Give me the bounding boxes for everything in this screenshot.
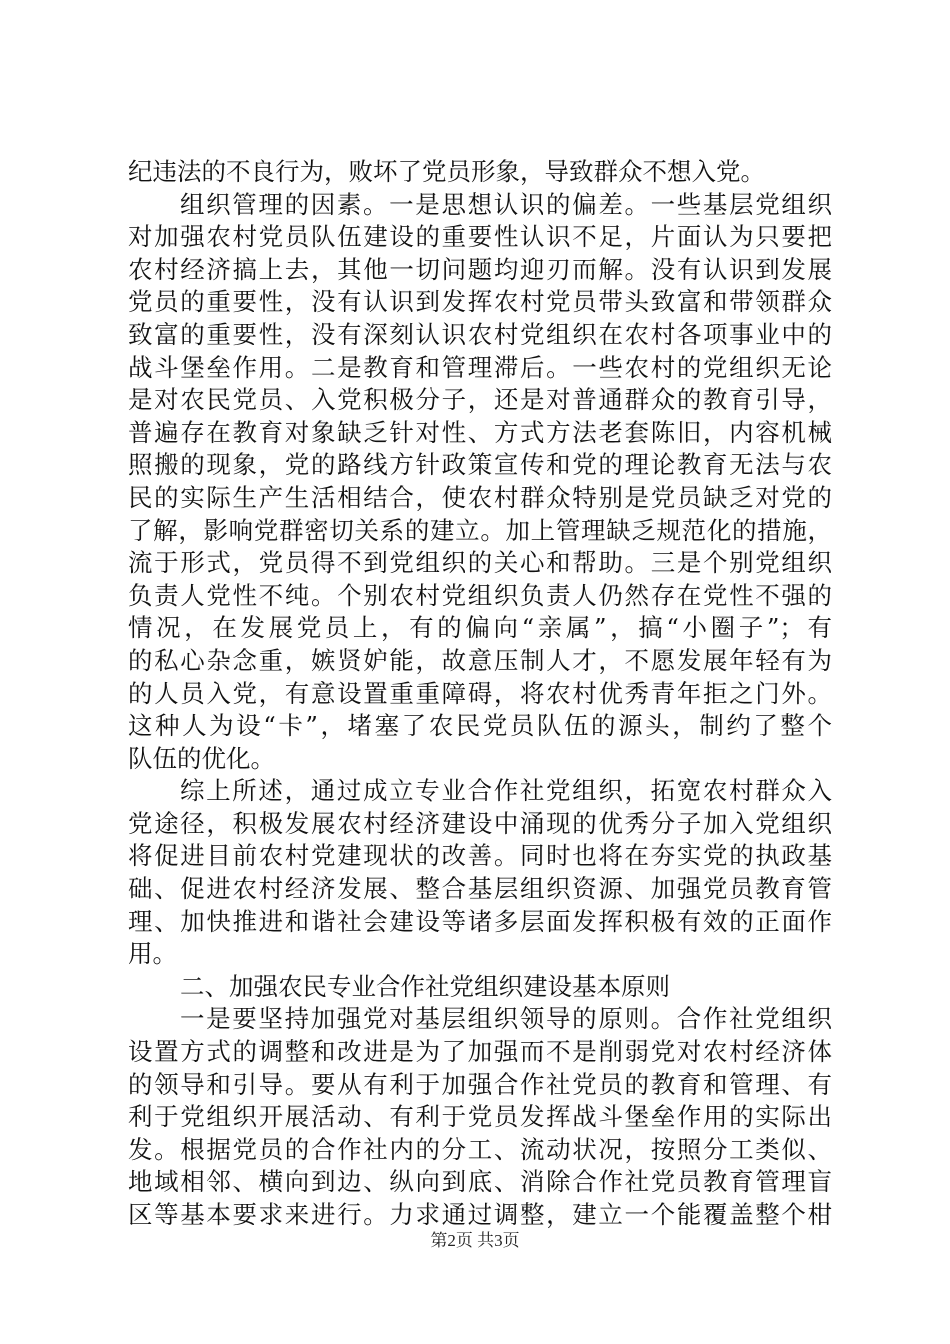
text-line: 利于党组织开展活动、有利于党员发挥战斗堡垒作用的实际出 [128, 1102, 832, 1132]
text-line: 对加强农村党员队伍建设的重要性认识不足，片面认为只要把 [128, 222, 832, 252]
text-line: 农村经济搞上去，其他一切问题均迎刃而解。没有认识到发展 [128, 254, 832, 284]
text-line: 这种人为设“卡”，堵塞了农民党员队伍的源头，制约了整个 [128, 711, 832, 741]
text-line: 区等基本要求来进行。力求通过调整，建立一个能覆盖整个柑 [128, 1200, 832, 1229]
text-line: 普遍存在教育对象缺乏针对性、方式方法老套陈旧，内容机械 [128, 417, 832, 447]
text-line: 致富的重要性，没有深刻认识农村党组织在农村各项事业中的 [128, 319, 832, 349]
text-line: 础、促进农村经济发展、整合基层组织资源、加强党员教育管 [128, 874, 832, 904]
text-line: 的人员入党，有意设置重重障碍，将农村优秀青年拒之门外。 [128, 678, 832, 708]
text-line: 二、加强农民专业合作社党组织建设基本原则 [180, 971, 670, 1001]
text-line: 理、加快推进和谐社会建设等诸多层面发挥积极有效的正面作 [128, 906, 832, 936]
text-line: 组织管理的因素。一是思想认识的偏差。一些基层党组织 [180, 189, 832, 219]
text-line: 一是要坚持加强党对基层组织领导的原则。合作社党组织 [180, 1004, 832, 1034]
text-line: 照搬的现象，党的路线方针政策宣传和党的理论教育无法与农 [128, 450, 832, 480]
text-line: 党员的重要性，没有认识到发挥农村党员带头致富和带领群众 [128, 287, 832, 317]
text-line: 用。 [128, 939, 177, 969]
text-line: 情况，在发展党员上，有的偏向“亲属”，搞“小圈子”；有 [128, 613, 832, 643]
text-line: 发。根据党员的合作社内的分工、流动状况，按照分工类似、 [128, 1134, 832, 1164]
text-line: 的私心杂念重，嫉贤妒能，故意压制人才，不愿发展年轻有为 [128, 645, 832, 675]
text-line: 民的实际生产生活相结合，使农村群众特别是党员缺乏对党的 [128, 482, 832, 512]
text-line: 地域相邻、横向到边、纵向到底、消除合作社党员教育管理盲 [128, 1167, 832, 1197]
page-number-label: 第2页 共3页 [430, 1231, 520, 1250]
text-line: 设置方式的调整和改进是为了加强而不是削弱党对农村经济体 [128, 1037, 832, 1067]
document-body [128, 156, 832, 1232]
text-line: 负责人党性不纯。个别农村党组织负责人仍然存在党性不强的 [128, 580, 832, 610]
text-line: 党途径，积极发展农村经济建设中涌现的优秀分子加入党组织 [128, 808, 832, 838]
text-line: 综上所述，通过成立专业合作社党组织，拓宽农村群众入 [180, 776, 832, 806]
text-line: 流于形式，党员得不到党组织的关心和帮助。三是个别党组织 [128, 548, 832, 578]
text-line: 的领导和引导。要从有利于加强合作社党员的教育和管理、有 [128, 1069, 832, 1099]
text-line: 是对农民党员、入党积极分子，还是对普通群众的教育引导， [128, 385, 832, 415]
text-line: 了解，影响党群密切关系的建立。加上管理缺乏规范化的措施， [128, 515, 832, 545]
page-footer [0, 1226, 950, 1251]
text-line: 将促进目前农村党建现状的改善。同时也将在夯实党的执政基 [128, 841, 832, 871]
text-line: 队伍的优化。 [128, 743, 275, 773]
text-line: 纪违法的不良行为，败坏了党员形象，导致群众不想入党。 [128, 157, 765, 186]
text-line: 战斗堡垒作用。二是教育和管理滞后。一些农村的党组织无论 [128, 352, 832, 382]
